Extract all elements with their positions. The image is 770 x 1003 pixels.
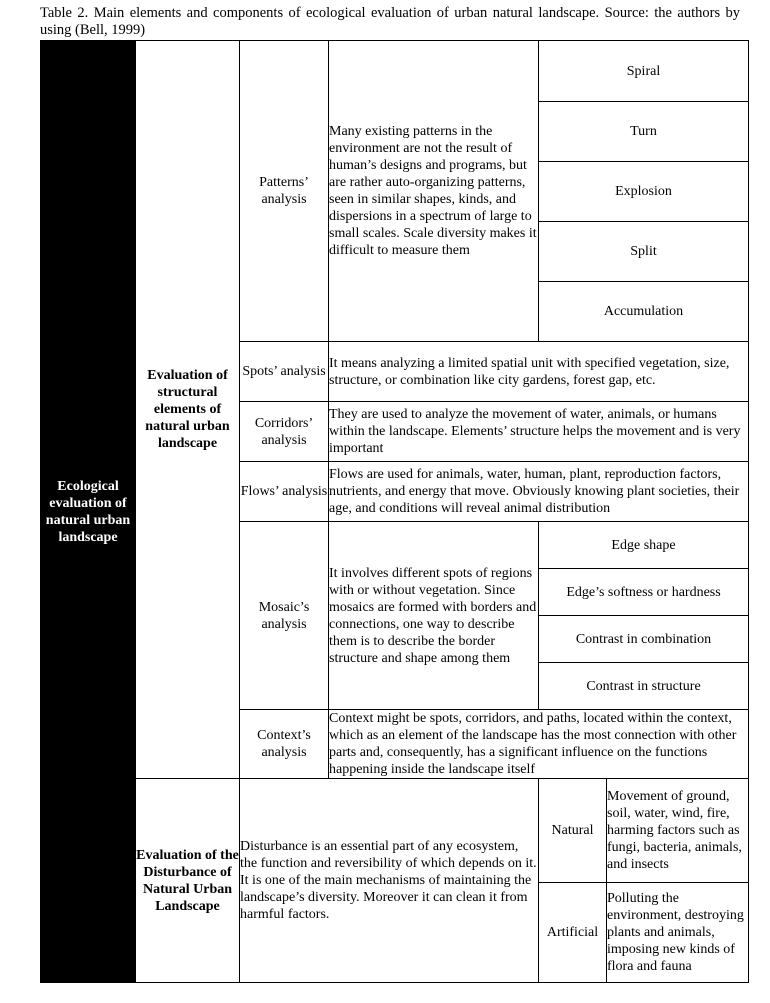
pattern-type: Explosion <box>539 162 749 222</box>
pattern-type: Turn <box>539 102 749 162</box>
patterns-label: Patterns’ analysis <box>240 41 329 342</box>
artificial-label: Artificial <box>539 883 607 983</box>
context-description: Context might be spots, corridors, and paths, located within the context, which as an element of the landscape has the most connection with other parts and, consequently, has a significant influence on the functions happening inside the landscape itself <box>329 710 749 779</box>
evaluation-table <box>40 40 749 983</box>
mosaic-aspect: Edge shape <box>539 522 749 569</box>
corridors-description: They are used to analyze the movement of water, animals, or humans within the landscape. Elements’ structure helps the movement and is very important <box>329 402 749 462</box>
pattern-type: Accumulation <box>539 282 749 342</box>
structural-evaluation-cell: Evaluation of structural elements of natural urban landscape <box>136 41 240 779</box>
spots-label: Spots’ analysis <box>240 342 329 402</box>
table-caption: Table 2. Main elements and components of ecological evaluation of urban natural landscape. Source: the authors by using (Bell, 1999) <box>40 5 740 38</box>
disturbance-evaluation-cell: Evaluation of the Disturbance of Natural Urban Landscape <box>136 779 240 983</box>
natural-label: Natural <box>539 779 607 883</box>
mosaic-description: It involves different spots of regions with or without vegetation. Since mosaics are formed with borders and connections, one way to describe them is to describe the border structure and shape among them <box>329 522 539 710</box>
root-category-cell: Ecological evaluation of natural urban landscape <box>41 41 136 983</box>
artificial-description: Polluting the environment, destroying plants and animals, imposing new kinds of flora and fauna <box>607 883 749 983</box>
pattern-type: Spiral <box>539 41 749 102</box>
mosaic-label: Mosaic’s analysis <box>240 522 329 710</box>
flows-description: Flows are used for animals, water, human, plant, reproduction factors, nutrients, and energy that move. Obviously knowing plant societies, their age, and conditions will reveal animal distribution <box>329 462 749 522</box>
pattern-type: Split <box>539 222 749 282</box>
flows-label: Flows’ analysis <box>240 462 329 522</box>
patterns-description: Many existing patterns in the environment are not the result of human’s designs and programs, but are rather auto-organizing patterns, seen in similar shapes, kinds, and dispersions in a spectrum of large to small scales. Scale diversity makes it difficult to measure them <box>329 41 539 342</box>
mosaic-aspect: Edge’s softness or hardness <box>539 569 749 616</box>
context-label: Context’s analysis <box>240 710 329 779</box>
mosaic-aspect: Contrast in structure <box>539 663 749 710</box>
disturbance-description: Disturbance is an essential part of any ecosystem, the function and reversibility of which depends on it. It is one of the main mechanisms of maintaining the landscape’s diversity. Moreover it can clean it from harmful factors. <box>240 779 539 983</box>
spots-description: It means analyzing a limited spatial unit with specified vegetation, size, structure, or combination like city gardens, forest gap, etc. <box>329 342 749 402</box>
corridors-label: Corridors’ analysis <box>240 402 329 462</box>
mosaic-aspect: Contrast in combination <box>539 616 749 663</box>
natural-description: Movement of ground, soil, water, wind, fire, harming factors such as fungi, bacteria, animals, and insects <box>607 779 749 883</box>
